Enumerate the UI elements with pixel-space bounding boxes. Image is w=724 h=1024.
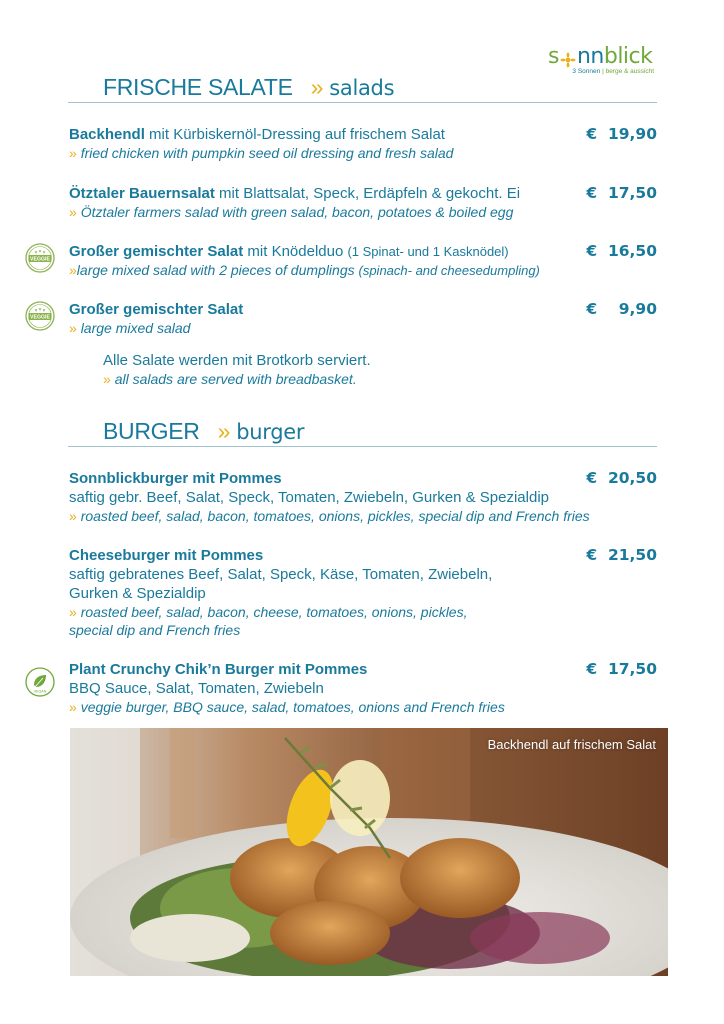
vegan-leaf-badge-icon [24, 666, 56, 698]
salads-note [103, 351, 371, 388]
item-name: Backhendl [69, 126, 145, 143]
note-de: Alle Salate werden mit Brotkorb serviert. [103, 352, 371, 369]
item-name: Sonnblickburger mit Pommes [69, 470, 282, 487]
item-en: veggie burger, BBQ sauce, salad, tomatoes, onions and French fries [80, 699, 505, 715]
item-name: Großer gemischter Salat [69, 243, 244, 260]
menu-item-plant-burger [69, 660, 657, 716]
item-price: € 17,50 [586, 660, 657, 678]
item-name: Plant Crunchy Chik’n Burger mit Pommes [69, 661, 368, 678]
item-price: € 19,90 [586, 125, 657, 143]
en-arrow: » [69, 145, 81, 161]
menu-item-oetztaler [69, 184, 657, 221]
menu-item-sonnblickburger [69, 469, 657, 525]
item-desc: mit Knödelduo [243, 243, 348, 260]
note-en: all salads are served with breadbasket. [114, 371, 357, 387]
menu-item-backhendl [69, 125, 657, 162]
veggie-badge-text: VEGGIE [30, 256, 50, 263]
item-price: € 17,50 [586, 184, 657, 202]
logo-tagline: 3 Sonnen | berge & aussicht [572, 68, 654, 75]
sonnblick-logo [548, 42, 658, 88]
section-title-arrow: » [310, 74, 324, 100]
item-en: large mixed salad with 2 pieces of dumplings [76, 262, 359, 278]
item-price: € 9,90 [586, 300, 657, 318]
logo-tagline-a: 3 Sonnen [572, 68, 601, 75]
item-desc: BBQ Sauce, Salat, Tomaten, Zwiebeln [69, 680, 324, 697]
section-divider [68, 102, 657, 103]
item-name: Großer gemischter Salat [69, 301, 244, 318]
item-en: roasted beef, salad, bacon, tomatoes, onions, pickles, special dip and French fries [80, 508, 590, 524]
section-title-en: salads [329, 76, 395, 100]
backhendl-salad-image [70, 728, 668, 976]
section-title-de: FRISCHE SALATE [103, 74, 293, 100]
veggie-badge-icon [24, 242, 56, 274]
en-arrow: » [69, 262, 77, 278]
logo-letters-blick: blick [603, 43, 653, 69]
en-arrow: » [69, 320, 81, 336]
section-divider [68, 446, 657, 447]
en-arrow: » [69, 699, 81, 715]
item-en: Ötztaler farmers salad with green salad, bacon, potatoes & boiled egg [80, 204, 514, 220]
vegan-badge-text: VEGAN [33, 689, 47, 694]
logo-letter-s: s [548, 43, 559, 69]
menu-item-cheeseburger [69, 546, 657, 639]
en-arrow: » [69, 204, 81, 220]
item-desc: mit Blattsalat, Speck, Erdäpfeln & gekocht. Ei [214, 185, 521, 202]
en-arrow: » [103, 371, 115, 387]
item-desc: mit Kürbiskernöl-Dressing auf frischem Salat [144, 126, 445, 143]
veggie-badge-text: VEGGIE [30, 314, 50, 321]
section-title-salads [103, 74, 394, 101]
en-arrow: » [69, 604, 81, 620]
item-desc-line1: saftig gebratenes Beef, Salat, Speck, Käse, Tomaten, Zwiebeln, [69, 566, 493, 583]
logo-tagline-b: berge & aussicht [605, 68, 654, 75]
item-name: Cheeseburger mit Pommes [69, 547, 264, 564]
item-price: € 16,50 [586, 242, 657, 260]
menu-item-mixed-salad-dumplings [69, 242, 657, 280]
sun-flower-icon [560, 49, 576, 65]
section-title-arrow: » [217, 418, 231, 444]
section-title-burger [103, 418, 304, 445]
section-title-de: BURGER [103, 418, 200, 444]
item-price: € 20,50 [586, 469, 657, 487]
food-photo [70, 728, 668, 976]
menu-item-mixed-salad [69, 300, 657, 337]
item-en-line2: special dip and French fries [69, 622, 241, 638]
item-name: Ötztaler Bauernsalat [69, 185, 215, 202]
logo-letters-nn: nn [576, 43, 604, 69]
item-en-line1: roasted beef, salad, bacon, cheese, tomatoes, onions, pickles, [80, 604, 468, 620]
item-price: € 21,50 [586, 546, 657, 564]
section-title-en: burger [236, 420, 305, 444]
item-en: fried chicken with pumpkin seed oil dressing and fresh salad [80, 145, 454, 161]
item-desc: saftig gebr. Beef, Salat, Speck, Tomaten, Zwiebeln, Gurken & Spezialdip [69, 489, 549, 506]
item-en: large mixed salad [80, 320, 191, 336]
item-en-small: (spinach- and cheesedumpling) [358, 263, 540, 278]
item-desc-small: (1 Spinat- und 1 Kasknödel) [347, 244, 509, 259]
item-desc-line2: Gurken & Spezialdip [69, 585, 206, 602]
photo-caption: Backhendl auf frischem Salat [487, 737, 656, 752]
veggie-badge-icon [24, 300, 56, 332]
en-arrow: » [69, 508, 81, 524]
